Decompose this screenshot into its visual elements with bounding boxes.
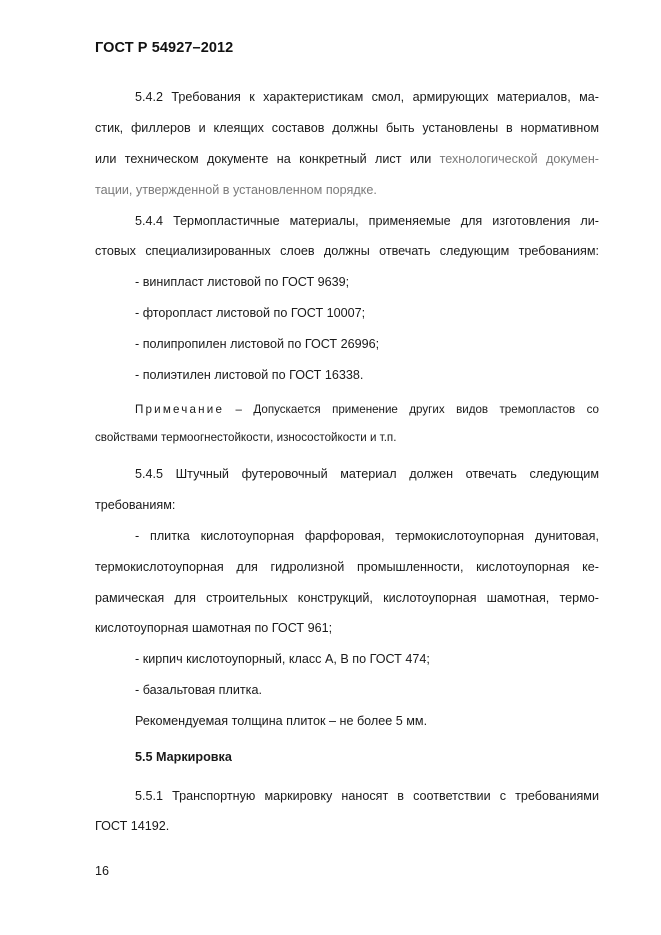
bullet-tiles-line-4: кислотоупорная шамотная по ГОСТ 961; <box>95 621 333 635</box>
document-header: ГОСТ Р 54927–2012 <box>95 40 234 56</box>
bullet-brick: - кирпич кислотоупорный, класс А, В по ГОСТ 474; <box>135 652 430 666</box>
page-number: 16 <box>95 864 110 878</box>
clause-5-4-2-line-3-text: или техническом документе на конкретный лист или <box>95 152 440 166</box>
clause-5-4-5-line-2: требованиям: <box>95 498 176 512</box>
bullet-tiles-line-2: термокислотоупорная для гидролизной промышленности, кислотоупорная ке- <box>95 560 599 574</box>
note-text: – Допускается применение других видов тремопластов со <box>224 403 599 416</box>
clause-5-4-2-highlight-text: технологической докумен- <box>439 152 599 166</box>
note-line-1 <box>135 402 599 418</box>
bullet-basalt: - базальтовая плитка. <box>135 683 262 697</box>
clause-5-4-2-line-2: стик, филлеров и клеящих составов должны быть установлены в нормативном <box>95 121 599 135</box>
bullet-tiles-line-3: рамическая для строительных конструкций, кислотоупорная шамотная, термо- <box>95 591 599 605</box>
clause-5-4-4-line-2: стовых специализированных слоев должны отвечать следующим требованиям: <box>95 244 599 258</box>
section-heading: 5.5 Маркировка <box>135 750 232 764</box>
clause-5-5-1-line-1: 5.5.1 Транспортную маркировку наносят в соответствии с требованиями <box>135 789 599 803</box>
list-item: - фторопласт листовой по ГОСТ 10007; <box>135 306 366 320</box>
clause-5-4-2-line-1: 5.4.2 Требования к характеристикам смол, армирующих материалов, ма- <box>135 90 599 104</box>
note-line-2: свойствами термоогнестойкости, износостойкости и т.п. <box>95 431 397 444</box>
bullet-tiles-line-1: - плитка кислотоупорная фарфоровая, термокислотоупорная дунитовая, <box>135 529 599 543</box>
list-item: - винипласт листовой по ГОСТ 9639; <box>135 275 350 289</box>
clause-5-5-1-line-2: ГОСТ 14192. <box>95 819 170 833</box>
clause-5-4-2-line-4: тации, утвержденной в установленном порядке. <box>95 183 377 197</box>
list-item: - полипропилен листовой по ГОСТ 26996; <box>135 337 380 351</box>
clause-5-4-2-line-3 <box>95 151 599 167</box>
note-label: Примечание <box>135 403 225 416</box>
recommended-thickness: Рекомендуемая толщина плиток – не более 5 мм. <box>135 714 428 728</box>
clause-5-4-4-line-1: 5.4.4 Термопластичные материалы, применяемые для изготовления ли- <box>135 214 599 228</box>
list-item: - полиэтилен листовой по ГОСТ 16338. <box>135 368 364 382</box>
clause-5-4-5-line-1: 5.4.5 Штучный футеровочный материал должен отвечать следующим <box>135 467 599 481</box>
